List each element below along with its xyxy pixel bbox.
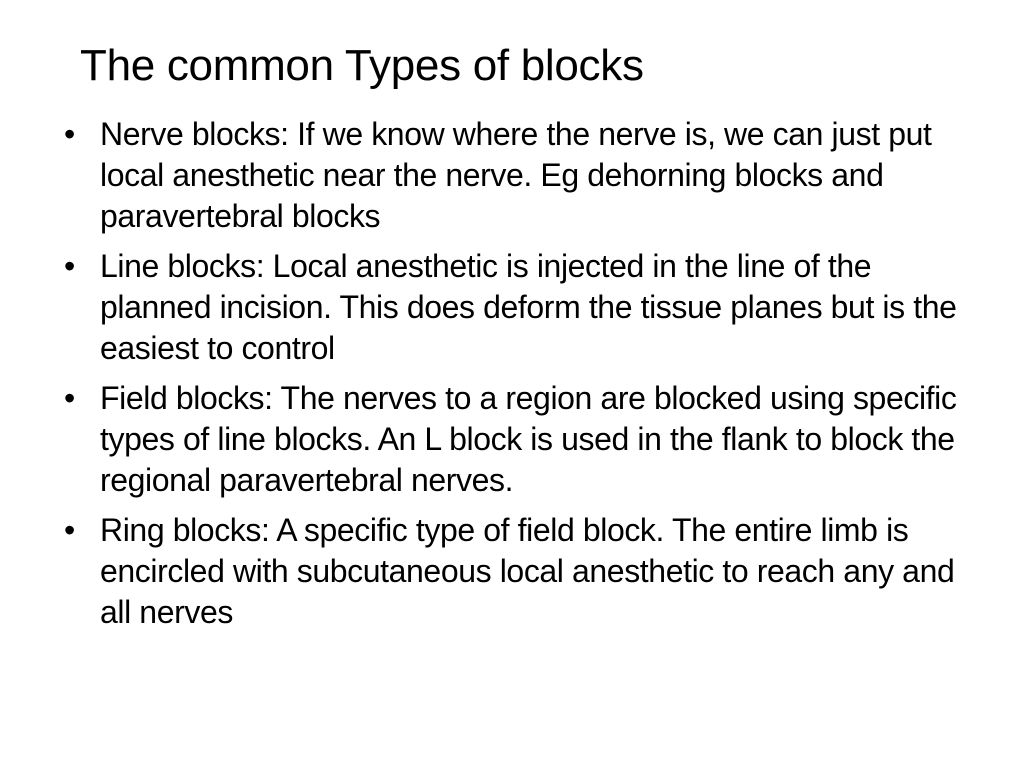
bullet-icon: • xyxy=(64,248,75,284)
bullet-text: Nerve blocks: If we know where the nerve is, we can just put local anesthetic near the nerve. Eg dehorning blocks and paravertebral blocks xyxy=(100,116,932,234)
slide-title: The common Types of blocks xyxy=(80,41,644,90)
bullet-item-field-blocks xyxy=(0,378,970,501)
bullet-item-nerve-blocks xyxy=(0,114,970,237)
bullet-text: Line blocks: Local anesthetic is injected in the line of the planned incision. This does deform the tissue planes but is the easiest to control xyxy=(100,248,957,366)
bullet-item-line-blocks xyxy=(0,246,970,369)
bullet-list xyxy=(0,114,1024,642)
bullet-icon: • xyxy=(64,116,75,152)
bullet-icon: • xyxy=(64,380,75,416)
bullet-item-ring-blocks xyxy=(0,510,970,633)
bullet-text: Field blocks: The nerves to a region are blocked using specific types of line blocks. An L block is used in the flank to block the regional paravertebral nerves. xyxy=(100,380,957,498)
bullet-icon: • xyxy=(64,512,75,548)
bullet-text: Ring blocks: A specific type of field block. The entire limb is encircled with subcutaneous local anesthetic to reach any and all nerves xyxy=(100,512,955,630)
